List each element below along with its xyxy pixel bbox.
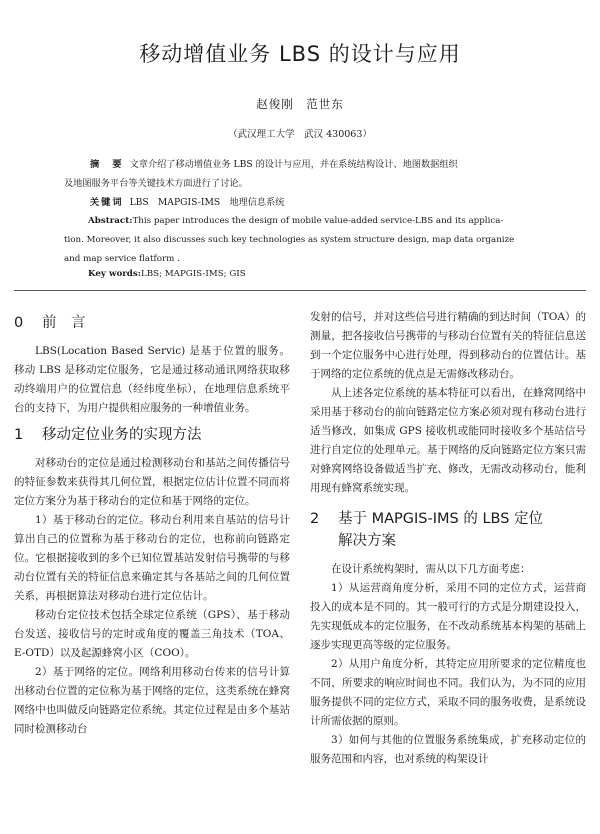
paragraph: 在设计系统构架时，需从以下几方面考虑： (331, 563, 531, 575)
paragraph: 1）基于移动台的定位。移动台利用来自基站的信号计算出自己的位置称为基于移动台的定位，也称前向链路定位。它根据接收到的多个已知位置基站发射信号携带的与移动台位置有关的特征信息来确定其与各基站之间的几何位置关系，再根据算法对移动台进行定位估计。 (14, 514, 290, 602)
paragraph: 1）从运营商角度分析，采用不同的定位方式，运营商投入的成本是不同的。其一般可行的方式是分期建设投入，先实现低成本的定位服务，在不改动系统基本构架的基础上逐步实现更高等级的定位服务。 (310, 582, 586, 651)
affiliation: （武汉理工大学 武汉 430063） (228, 129, 372, 140)
abstract-cn-line1 (90, 155, 550, 174)
keywords-cn-label: 关键词 (90, 197, 124, 208)
abstract-cn-line2: 及地图服务平台等关键技术方面进行了讨论。 (64, 178, 248, 189)
authors: 赵俊刚 范世东 (256, 97, 344, 111)
paragraph: 2）从用户角度分析，其特定应用所要求的定位精度也不同，所要求的响应时间也不同。我们认为，为不同的应用服务提供不同的定位方式，采取不同的服务收费，是系统设计所需依据的原则。 (310, 658, 586, 727)
paragraph: 3）如何与其他的位置服务系统集成，扩充移动定位的服务范围和内容，也对系统的构架设计 (310, 734, 586, 765)
section-divider (14, 290, 586, 291)
abstract-en-label: Abstract: (88, 216, 133, 226)
keywords-cn (90, 193, 570, 212)
abstract-en-line1 (88, 212, 540, 231)
abstract-cn-label: 摘 要 (90, 159, 124, 170)
paragraph: 对移动台的定位是通过检测移动台和基站之间传播信号的特征参数来获得其几何位置，根据定位估计位置不同而将定位方案分为基于移动台的定位和基于网络的定位。 (14, 457, 290, 507)
keywords-en (88, 265, 568, 284)
paper-title: 移动增值业务 LBS 的设计与应用 (139, 42, 461, 66)
paragraph: LBS(Location Based Servic) 是基于位置的服务。移动 LBS 是移动定位服务，它是通过移动通讯网络获取移动终端用户的位置信息（经纬度坐标），在地理信息系统平台的支持下，为用户提供相应服务的一种增值业务。 (14, 345, 290, 414)
paragraph: 移动台定位技术包括全球定位系统（GPS）、基于移动台发送、接收信号的定时或角度的覆盖三角技术（TOA、E-OTD）以及起源蜂窝小区（COO）。 (14, 609, 290, 659)
keywords-en-text: LBS; MAPGIS-IMS; GIS (140, 269, 246, 279)
paragraph: 2）基于网络的定位。网络利用移动台传来的信号计算出移动台位置的定位称为基于网络的定位，这类系统在蜂窝网络中也叫做反向链路定位系统。其定位过程是由多个基站同时检测移动台 (14, 666, 290, 735)
keywords-en-label: Key words: (88, 269, 141, 279)
heading-1: 1 移动定位业务的实现方法 (14, 427, 202, 443)
left-column (14, 308, 290, 739)
heading-2: 2 基于 MAPGIS-IMS 的 LBS 定位 解决方案 (310, 511, 544, 549)
heading-0: 0 前 言 (14, 315, 86, 331)
right-column (310, 308, 586, 769)
paragraph: 发射的信号，并对这些信号进行精确的到达时间（TOA）的测量，把各接收信号携带的与移动台位置有关的特征信息送到一个定位服务中心进行处理，得到移动台的位置估计。基于网络的定位系统的优点是无需修改移动台。 (310, 311, 586, 380)
keywords-cn-text: LBS MAPGIS-IMS 地理信息系统 (129, 197, 285, 208)
abstract-en-line2: tion. Moreover, it also discusses such key technologies as system structure design, map data organize (64, 235, 515, 245)
paragraph: 从上述各定位系统的基本特征可以看出，在蜂窝网络中采用基于移动台的前向链路定位方案必须对现有移动台进行适当修改，如集成 GPS 接收机或能同时接收多个基站信号进行自定位的处理单元。基于网络的反向链路定位方案只需对蜂窝网络设备做适当扩充、修改，无需改动移动台，能利用现有蜂窝系统实现。 (310, 387, 586, 494)
abstract-en-line3: and map service flatform . (64, 254, 180, 264)
abstract-cn-text1: 文章介绍了移动增值业务 LBS 的设计与应用，并在系统结构设计、地图数据组织 (129, 159, 458, 170)
abstract-en-text1: This paper introduces the design of mobile value-added service-LBS and its applica- (132, 216, 504, 226)
